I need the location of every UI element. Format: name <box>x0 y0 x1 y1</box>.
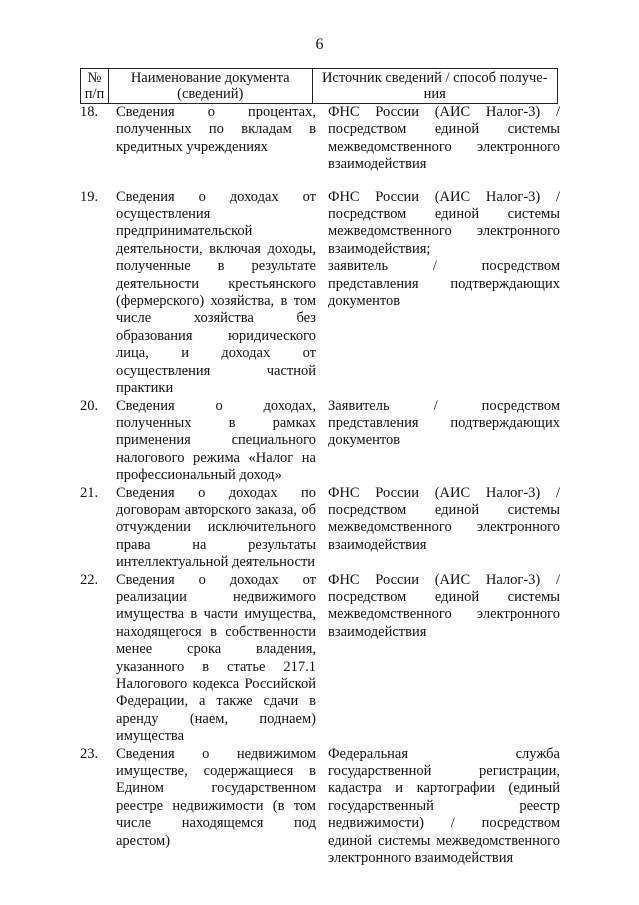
row-source: Заявитель / посредством представления подтверждающих документов <box>328 397 560 449</box>
row-source <box>328 189 560 398</box>
row-document-name: Сведения о доходах, полученных в рамках применения специального налогового режима «Налог на профессиональный доход» <box>116 397 316 484</box>
header-source <box>313 69 558 103</box>
table-row <box>80 398 558 485</box>
header-num-line1: № <box>87 70 102 86</box>
row-number: 22. <box>80 571 99 588</box>
row-document-name: Сведения о процентах, полученных по вкладам в кредитных учреждениях <box>116 104 316 155</box>
row-document-name: Сведения о доходах по договорам авторского заказа, об отчуждении исключительного права на результаты интеллектуальной деятельности <box>116 484 316 571</box>
table-row <box>80 189 558 398</box>
table-row <box>80 572 558 746</box>
table-row <box>80 746 558 868</box>
header-name <box>109 69 313 103</box>
row-number: 19. <box>80 188 99 205</box>
row-source: ФНС России (АИС Налог-3) / посредством единой системы межведомственного электронного взаимодействия <box>328 571 560 640</box>
row-source: ФНС России (АИС Налог-3) / посредством единой системы межведомственного электронного взаимодействия <box>328 484 560 553</box>
header-name-line1: Наименование документа <box>130 70 290 86</box>
header-name-line2: (сведений) <box>177 86 244 102</box>
row-document-name: Сведения о доходах от реализации недвижимого имущества в части имущества, находящегося в собственности менее срока владения, указанного в статье 217.1 Налогового кодекса Российской Федерации, а также сдачи в аренду (наем, поднаем) имущества <box>116 571 316 745</box>
row-number: 18. <box>80 104 99 120</box>
row-document-name: Сведения о доходах от осуществления предпринимательской деятельности, включая доходы, полученные в результате деятельности крестьянского (фермерского) хозяйства, в том числе хозяйства без образования юридического лица, и доходах от осуществления частной практики <box>116 188 316 397</box>
header-num-line2: п/п <box>84 86 105 102</box>
table-row <box>80 104 558 174</box>
header-source-line1: Источник сведений / способ получе- <box>321 70 548 86</box>
row-source-part2: заявитель / посредством представления подтверждающих документов <box>328 258 560 310</box>
row-number: 20. <box>80 397 99 414</box>
documents-table <box>80 68 558 867</box>
row-document-name: Сведения о недвижимом имуществе, содержащиеся в Едином государственном реестре недвижимости (в том числе находящемся под арестом) <box>116 745 316 849</box>
row-source: Федеральная служба государственной регистрации, кадастра и картографии (единый государственный реестр недвижимости) / посредством единой системы межведомственного электронного взаимодействия <box>328 745 560 867</box>
table-row <box>80 485 558 572</box>
table-header <box>80 68 558 104</box>
row-source: ФНС России (АИС Налог-3) / посредством единой системы межведомственного электронного взаимодействия <box>328 104 560 173</box>
row-source-part1: ФНС России (АИС Налог-3) / посредством единой системы межведомственного электронного взаимодействия; <box>328 188 560 257</box>
row-number: 21. <box>80 484 99 501</box>
header-num <box>81 69 109 103</box>
row-number: 23. <box>80 745 99 762</box>
page-number: 6 <box>315 36 324 53</box>
header-source-line2: ния <box>423 86 446 102</box>
